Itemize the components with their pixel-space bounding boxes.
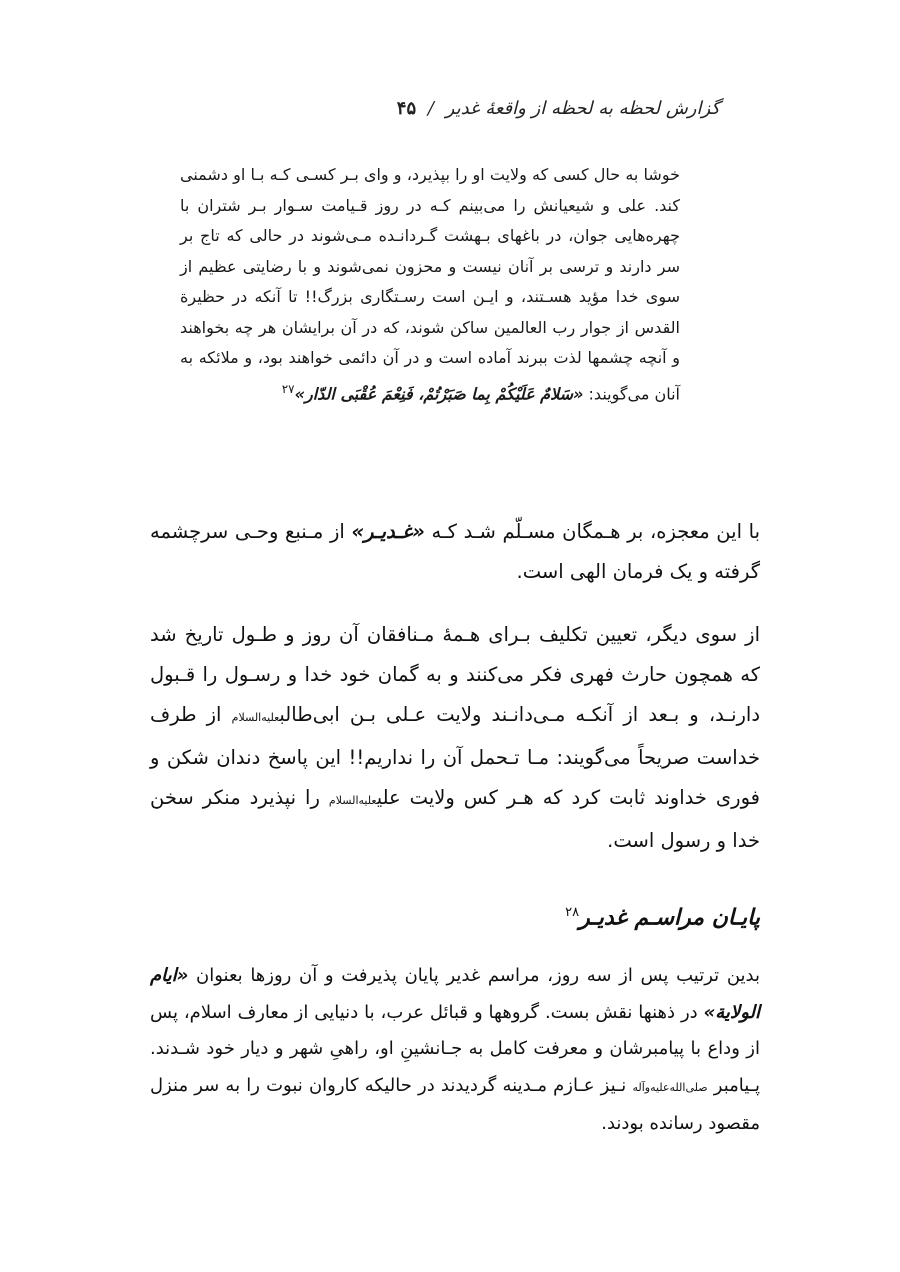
section-heading-text: پایـان مراسـم غدیـر	[579, 905, 760, 931]
para3-part1: بدین ترتیب پس از سه روز، مراسم غدیر پایان پذیرفت و آن روزها بعنوان	[196, 965, 760, 986]
para1-emphasis: «غـدیـر»	[351, 520, 425, 543]
footnote-ref-27: ۲۷	[281, 381, 295, 396]
honorific-alayhi-salam-1: علیه‌السلام	[231, 711, 280, 724]
quote-text: خوشا به حال کسی که ولایت او را بپذیرد، و وای بـر کسـی کـه بـا او دشمنی کند. علی و شیعیانش را می‌بینم کـه در روز قـیامت سـوار بـر شتران با چهره‌هایی جوان، در باغهای بـهشت گـردانـده مـی‌شوند در حالی که تاج بر سر دارند و ترسی بر آنان نیست و محزون نمی‌شوند و با رضایتی عظیم از سوی خدا مؤید هسـتند، و ایـن است رسـتگاری بزرگ!! تا آنکه در حظیرة القدس از جوار رب العالمین ساکن شوند، که در آن برایشان هر چه بخواهند و آنچه چشمها لذت ببرند آماده است و در آن دائمی خواهند بود، و ملائکه به آنان می‌گویند:	[180, 165, 680, 403]
para1-after: از مـنبع وحـی سرچشمه گرفته و یک فرمان الهی است.	[150, 520, 760, 583]
hadith-quote-block	[180, 160, 680, 409]
honorific-salawat: صلی‌الله‌علیه‌وآله	[632, 1080, 708, 1094]
section-heading	[150, 905, 760, 930]
para2-part3: را نپذیرد منکر سخن خدا و رسول است.	[150, 786, 760, 852]
footnote-ref-28: ۲۸	[565, 905, 580, 920]
paragraph-miracle	[150, 512, 760, 592]
para3-part2: در ذهنها نقش بست. گروهها و قبائل عرب، با دنیایی از معارف اسلام، پس از وداع با پیامبرشان و معرفت کامل به جـانشینِ او، راهیِ شهر و دیار خود شـدند. پـیامبر	[150, 1001, 760, 1096]
paragraph-hypocrites	[150, 615, 760, 861]
para3-emphasis: «ایام الولایة»	[150, 965, 760, 1023]
honorific-alayhi-salam-2: علیه‌السلام	[328, 794, 377, 807]
header-title: گزارش لحظه به لحظه از واقعهٔ غدیر	[445, 98, 720, 119]
paragraph-end-of-ceremony	[150, 958, 760, 1143]
running-header	[140, 98, 720, 119]
para3-part3: نـیز عـازم مـدینه گردیدند در حالیکه کاروان نبوت را به سر منزل مقصود رسانده بودند.	[150, 1074, 760, 1134]
page-number: ۴۵	[396, 98, 417, 119]
para1-before: با این معجزه، بر هـمگان مسـلّم شـد کـه	[431, 520, 761, 543]
header-separator: /	[427, 98, 434, 119]
para2-part2: از طرف خداست صریحاً می‌گویند: مـا تـحمل آن را نداریم!! این پاسخ دندان شکن و فوری خداوند ثابت کرد که هـر کس ولایت علی	[150, 703, 760, 809]
para2-part1: از سوی دیگر، تعیین تکلیف بـرای هـمهٔ مـنافقان آن روز و طـول تاریخ شد که همچون حارث فهری فکر می‌کنند و به گمان خود خدا و رسـول را قـبول دارنـد، و بـعد از آنکـه مـی‌دانـند ولایت عـلی بـن ابی‌طالب	[150, 623, 761, 726]
quran-verse: «سَلامٌ عَلَيْكُمْ بِما صَبَرْتُمْ، فَنِعْمَ عُقْبَى الدّار»	[294, 383, 584, 403]
